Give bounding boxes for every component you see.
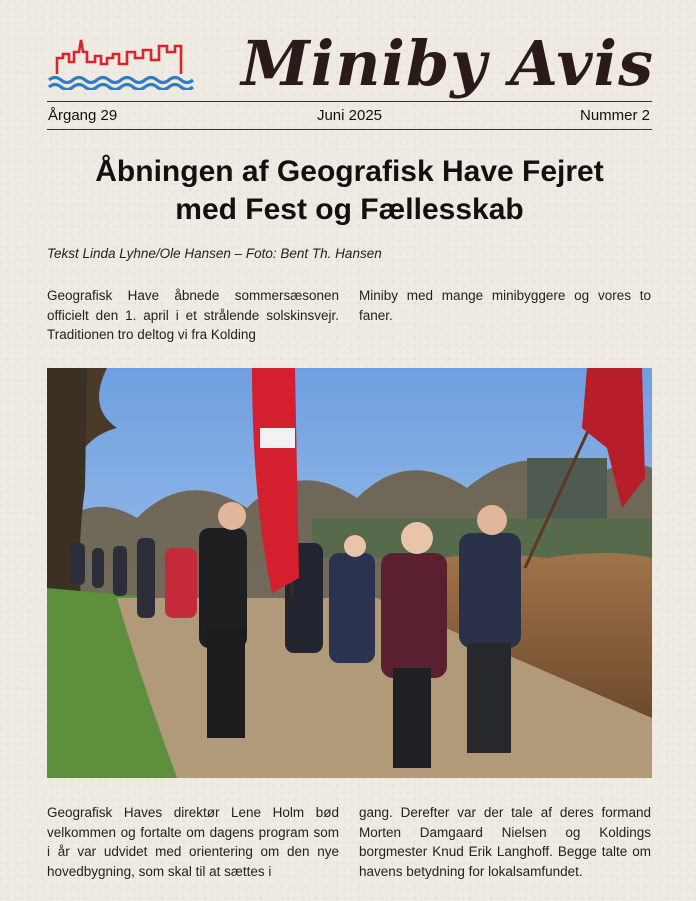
issue-number: Nummer 2 xyxy=(579,107,650,124)
masthead-rule-top xyxy=(47,101,652,102)
article-photo xyxy=(47,368,652,778)
miniby-logo xyxy=(47,34,195,90)
body-column-left: Geografisk Haves direktør Lene Holm bød velkommen og fortalte om dagens program som i år var udvidet med orientering om den nye hovedbygning, som skal til at sættes i xyxy=(47,805,339,879)
intro-column-right: Miniby med mange minibyggere og vores to faner. xyxy=(359,288,651,323)
headline-line-1: Åbningen af Geografisk Have Fejret xyxy=(95,155,604,188)
masthead-rule-bottom xyxy=(47,129,652,130)
intro-column-left: Geografisk Have åbnede sommersæsonen officielt den 1. april i et strålende solskinsvejr. Traditionen tro deltog vi fra Kolding xyxy=(47,288,339,343)
article-byline: Tekst Linda Lyhne/Ole Hansen – Foto: Bent Th. Hansen xyxy=(47,246,382,261)
volume-label: Årgang 29 xyxy=(48,107,118,124)
masthead xyxy=(47,28,652,132)
issue-date: Juni 2025 xyxy=(316,107,383,124)
newspaper-title: Miniby Avis xyxy=(241,27,654,100)
body-column-right: gang. Derefter var der tale af deres formand Morten Damgaard Nielsen og Koldings borgmester Knud Erik Langhoff. Begge talte om havens betydning for lokalsamfundet. xyxy=(359,805,651,879)
headline-line-2: med Fest og Fællesskab xyxy=(175,193,524,226)
article-headline xyxy=(47,153,652,229)
procession-photo xyxy=(47,368,652,778)
